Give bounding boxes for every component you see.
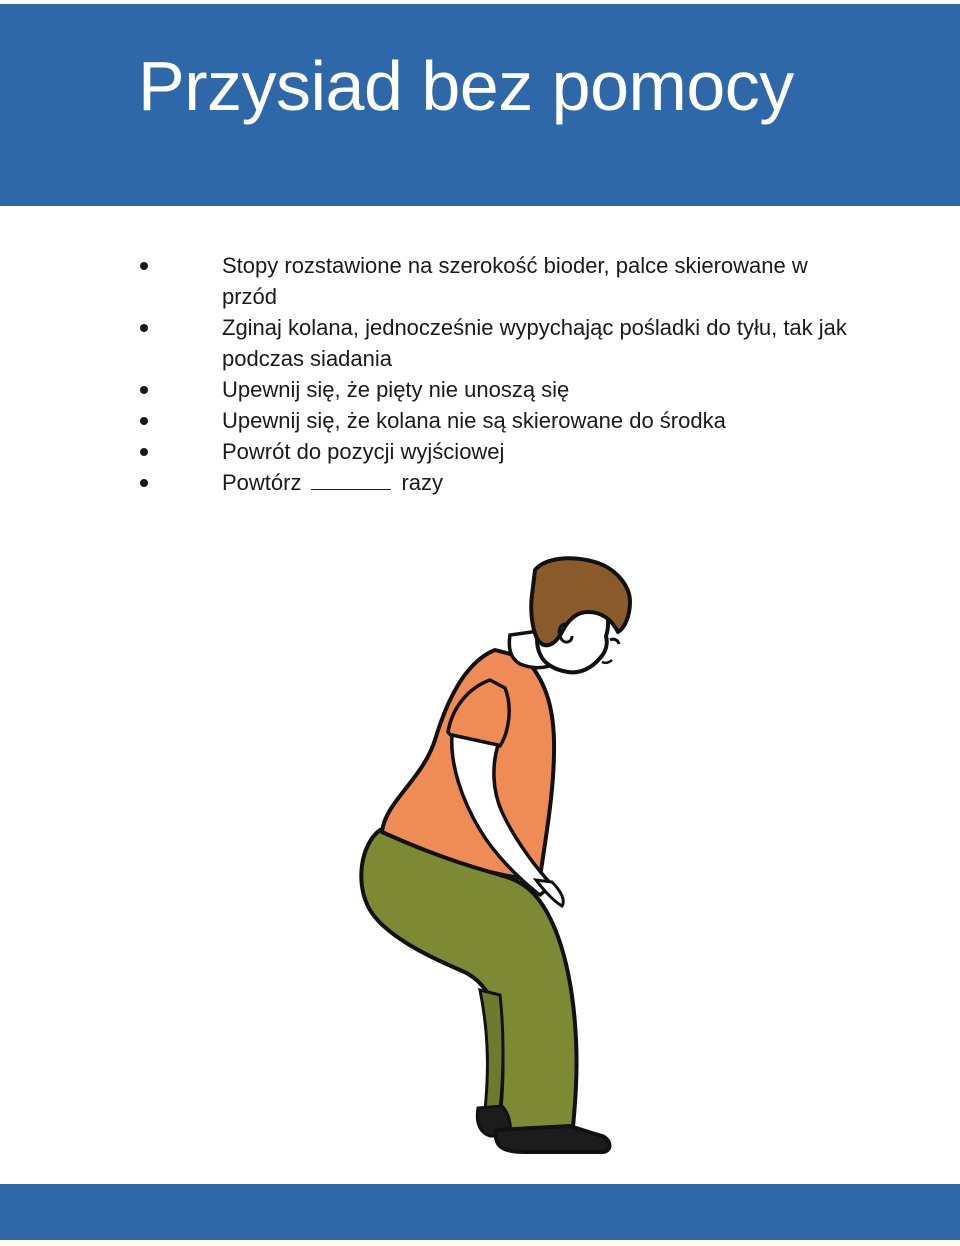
instruction-item bbox=[0, 405, 960, 436]
repeat-label: Powtórz bbox=[222, 470, 302, 495]
instruction-text: Zginaj kolana, jednocześnie wypychając pośladki do tyłu, tak jak podczas siadania bbox=[222, 315, 847, 371]
instruction-item bbox=[0, 374, 960, 405]
page-title: Przysiad bez pomocy bbox=[138, 47, 794, 125]
instruction-list bbox=[0, 250, 960, 498]
footer-band bbox=[0, 1184, 960, 1240]
bullet-icon bbox=[140, 448, 148, 456]
repeat-unit-label: razy bbox=[401, 470, 444, 495]
instruction-text: Stopy rozstawione na szerokość bioder, palce skierowane w przód bbox=[222, 253, 808, 309]
bullet-icon bbox=[140, 262, 148, 270]
instruction-item bbox=[0, 436, 960, 467]
instruction-item bbox=[0, 312, 960, 374]
instruction-text: Powrót do pozycji wyjściowej bbox=[222, 439, 505, 464]
instruction-text: Upewnij się, że kolana nie są skierowane do środka bbox=[222, 408, 726, 433]
front-shoe-shape bbox=[496, 1126, 610, 1152]
mouth-shape bbox=[602, 660, 612, 663]
instruction-text: Upewnij się, że pięty nie unoszą się bbox=[222, 377, 570, 402]
back-leg-shape bbox=[480, 990, 503, 1110]
bullet-icon bbox=[140, 417, 148, 425]
instruction-item bbox=[0, 250, 960, 312]
bullet-icon bbox=[140, 386, 148, 394]
eye-shape bbox=[610, 639, 619, 644]
header-band bbox=[0, 4, 960, 206]
bullet-icon bbox=[140, 479, 148, 487]
instruction-item-repeat bbox=[0, 467, 960, 498]
squat-figure-illustration bbox=[340, 540, 660, 1170]
repeat-count-blank bbox=[311, 471, 391, 490]
bullet-icon bbox=[140, 324, 148, 332]
